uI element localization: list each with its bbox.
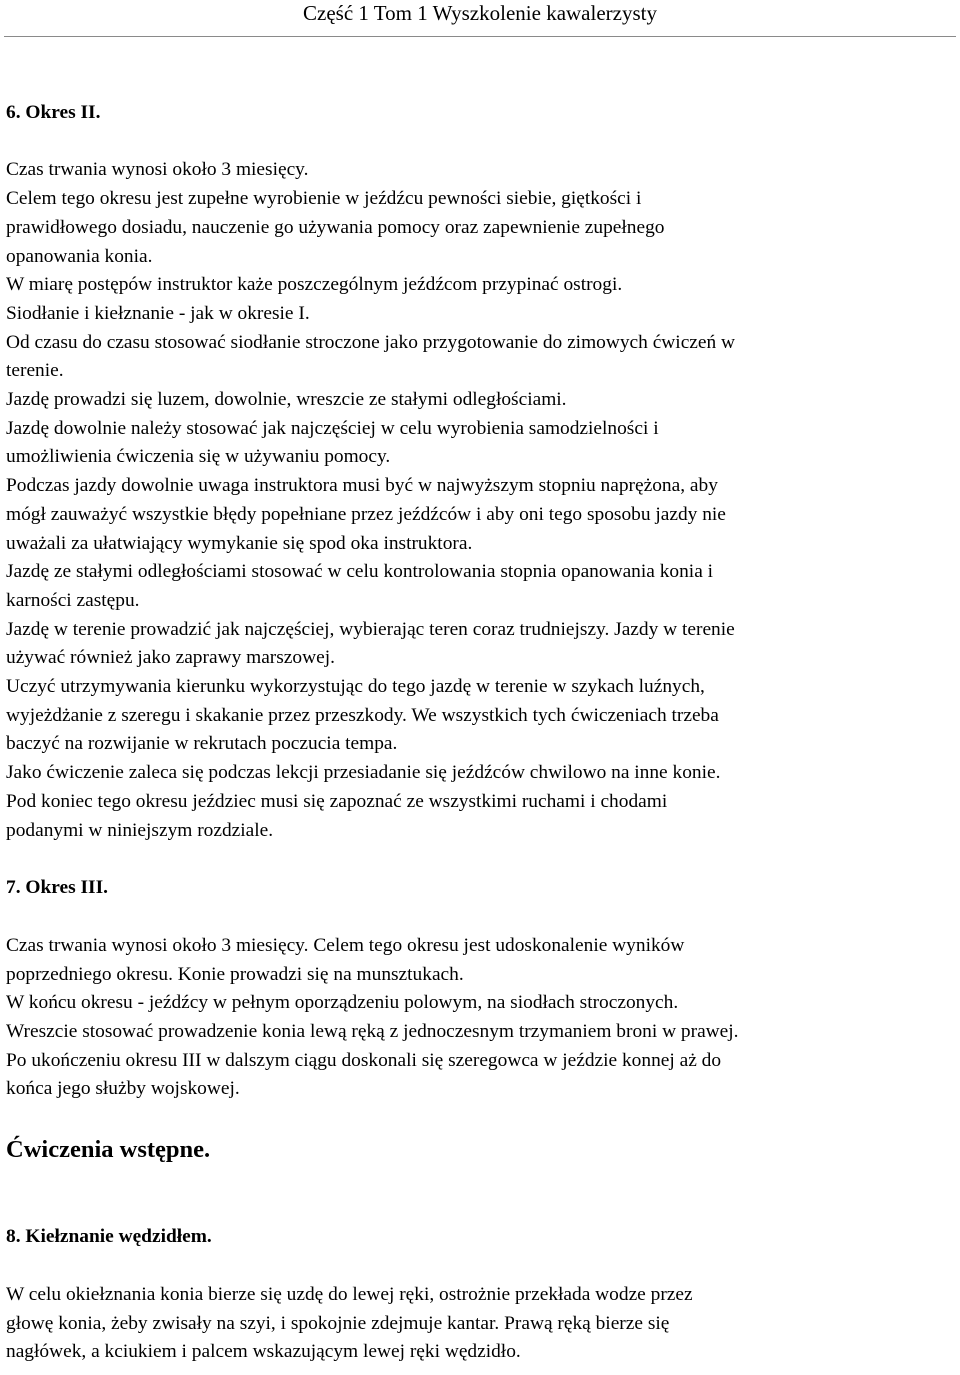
text-line: umożliwienia ćwiczenia się w używaniu pomocy.	[6, 446, 391, 468]
header-divider	[4, 36, 956, 37]
text-line: końca jego służby wojskowej.	[6, 1078, 240, 1100]
text-line: Wreszcie stosować prowadzenie konia lewą ręką z jednoczesnym trzymaniem broni w prawej.	[6, 1021, 739, 1043]
text-line: Od czasu do czasu stosować siodłanie stroczone jako przygotowanie do zimowych ćwiczeń w	[6, 331, 736, 353]
text-line: Jazdę dowolnie należy stosować jak najczęściej w celu wyrobienia samodzielności i	[6, 417, 659, 439]
text-line: głowę konia, żeby zwisały na szyi, i spokojnie zdejmuje kantar. Prawą ręką bierze się	[6, 1312, 670, 1334]
text-line: opanowania konia.	[6, 245, 153, 267]
document-body	[6, 99, 956, 1367]
text-line: Jako ćwiczenie zaleca się podczas lekcji przesiadanie się jeźdźców chwilowo na inne konie.	[6, 762, 721, 784]
text-line: używać również jako zaprawy marszowej.	[6, 647, 335, 669]
header-title: Część 1 Tom 1 Wyszkolenie kawalerzysty	[303, 1, 657, 25]
section-7-body	[6, 932, 956, 1104]
text-line: Siodłanie i kiełznanie - jak w okresie I.	[6, 302, 310, 324]
section-8-heading: 8. Kiełznanie wędzidłem.	[6, 1226, 212, 1248]
text-line: Celem tego okresu jest zupełne wyrobienie w jeźdźcu pewności siebie, giętkości i	[6, 188, 642, 210]
text-line: uważali za ułatwiający wymykanie się spod oka instruktora.	[6, 532, 473, 554]
text-line: Uczyć utrzymywania kierunku wykorzystując do tego jazdę w terenie w szykach luźnych,	[6, 676, 705, 698]
text-line: karności zastępu.	[6, 589, 140, 611]
text-line: W celu okiełznania konia bierze się uzdę do lewej ręki, ostrożnie przekłada wodze przez	[6, 1283, 693, 1305]
text-line: Jazdę prowadzi się luzem, dowolnie, wreszcie ze stałymi odległościami.	[6, 389, 567, 411]
text-line: Czas trwania wynosi około 3 miesięcy. Celem tego okresu jest udoskonalenie wyników	[6, 934, 685, 956]
text-line: poprzedniego okresu. Konie prowadzi się na munsztukach.	[6, 963, 464, 985]
text-line: Podczas jazdy dowolnie uwaga instruktora musi być w najwyższym stopniu naprężona, aby	[6, 475, 718, 497]
text-line: nagłówek, a kciukiem i palcem wskazującym lewej ręki wędzidło.	[6, 1341, 521, 1363]
text-line: W miarę postępów instruktor każe poszczególnym jeźdźcom przypinać ostrogi.	[6, 274, 623, 296]
text-line: Jazdę w terenie prowadzić jak najczęściej, wybierając teren coraz trudniejszy. Jazdy w terenie	[6, 618, 735, 640]
text-line: mógł zauważyć wszystkie błędy popełniane przez jeźdźców i aby oni tego sposobu jazdy nie	[6, 503, 726, 525]
text-line: prawidłowego dosiadu, nauczenie go używania pomocy oraz zapewnienie zupełnego	[6, 216, 665, 238]
text-line: baczyć na rozwijanie w rekrutach poczucia tempa.	[6, 733, 398, 755]
exercises-heading: Ćwiczenia wstępne.	[6, 1136, 211, 1164]
section-7-heading: 7. Okres III.	[6, 877, 108, 899]
text-line: podanymi w niniejszym rozdziale.	[6, 819, 274, 841]
text-line: Pod koniec tego okresu jeździec musi się zapoznać ze wszystkimi ruchami i chodami	[6, 790, 668, 812]
section-8-body	[6, 1281, 956, 1367]
section-6-body	[6, 156, 956, 845]
page-header	[0, 0, 960, 27]
text-line: Jazdę ze stałymi odległościami stosować w celu kontrolowania stopnia opanowania konia i	[6, 561, 714, 583]
text-line: Czas trwania wynosi około 3 miesięcy.	[6, 159, 309, 181]
text-line: terenie.	[6, 360, 64, 382]
section-6-heading: 6. Okres II.	[6, 102, 101, 123]
text-line: W końcu okresu - jeźdźcy w pełnym oporządzeniu polowym, na siodłach stroczonych.	[6, 992, 679, 1014]
text-line: Po ukończeniu okresu III w dalszym ciągu doskonali się szeregowca w jeździe konnej aż do	[6, 1049, 722, 1071]
text-line: wyjeżdżanie z szeregu i skakanie przez przeszkody. We wszystkich tych ćwiczeniach trzeba	[6, 704, 719, 726]
